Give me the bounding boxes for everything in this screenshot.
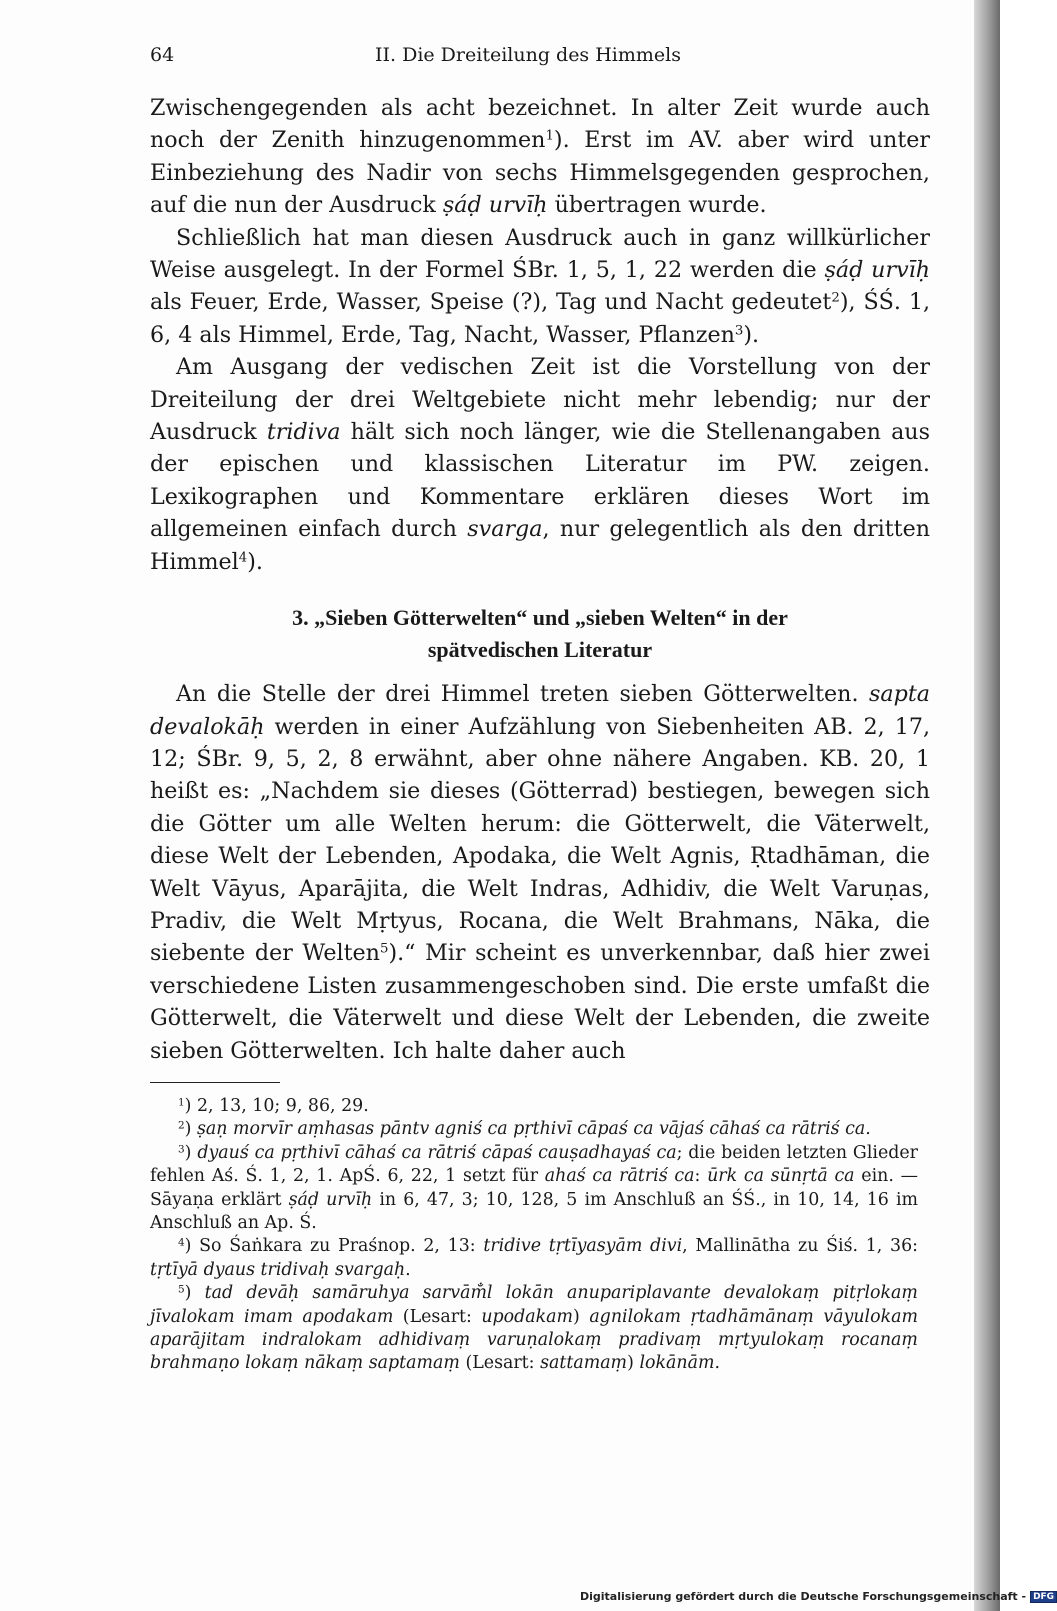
text-run: ). [247, 548, 263, 575]
footnote-ref[interactable]: 5 [379, 942, 389, 958]
section-heading-line: 3. „Sieben Götterwelten“ und „sieben Welten“ in der [292, 605, 788, 631]
footnote-text: ) [184, 1119, 197, 1140]
footnote-text: , Mallinātha zu Śiś. 1, 36: [682, 1236, 918, 1257]
footnote-ref[interactable]: 1 [545, 129, 554, 145]
footnote-text: (Lesart: [459, 1353, 541, 1374]
footnote-text: (Lesart: [393, 1306, 482, 1327]
footnote [150, 1282, 918, 1376]
text-run: werden in einer Aufzählung von Siebenheiten AB. 2, 17, 12; ŚBr. 9, 5, 2, 8 erwähnt, aber ohne nähere Angaben. KB. 20, 1 heißt es: „Nachdem sie dieses (Götterrad) bestiegen, bewegen sich die Götter um alle Welten herum: die Götterwelt, die Väterwelt, diese Welt der Lebenden, Apodaka, die Welt Agnis, Ṛtadhāman, die Welt Vāyus, Aparājita, die Welt Indras, Adhidiv, die Welt Varuṇas, Pradiv, die Welt Mṛtyus, Rocana, die Welt Brahmans, Nāka, die siebente der Welten [150, 713, 930, 967]
footnote-text: ) [184, 1283, 205, 1304]
text-run: ), ŚŚ. 1, 6, 4 als Himmel, Erde, Tag, Nacht, Wasser, Pflanzen [150, 289, 930, 348]
footnote-text: . [405, 1259, 411, 1280]
sanskrit-quote: ūrk ca sūnṛtā ca [707, 1166, 855, 1187]
footnote-text: . [714, 1353, 720, 1374]
digitization-footer [580, 1590, 1055, 1608]
footnote-number: 4 [178, 1236, 185, 1249]
footnote-text: ) [184, 1142, 198, 1163]
text-run: , nur gelegentlich als den dritten Himmel [150, 516, 930, 575]
text-run: als Feuer, Erde, Wasser, Speise (?), Tag und Nacht gedeutet [150, 289, 832, 316]
paragraph [150, 222, 930, 352]
text-run: ).“ Mir scheint es unverkennbar, daß hier zwei verschiedene Listen zusammengeschoben sind. Die erste umfaßt die Götterwelt, die Väterwelt und diese Welt der Lebenden, die zweite sieben Götterwelten. Ich halte daher auch [150, 940, 930, 1064]
footnote-divider [150, 1082, 280, 1083]
footnote-text: : [694, 1166, 708, 1187]
dfg-logo-icon[interactable]: DFG [1030, 1591, 1057, 1603]
text-run: Zwischengegenden als acht bezeichnet. In alter Zeit wurde auch noch der Zenith hinzugenommen [150, 95, 930, 154]
footnote-text: ) 2, 13, 10; 9, 86, 29. [184, 1096, 369, 1116]
sanskrit-term: sapta devalokāḥ [150, 681, 930, 740]
footnote [150, 1142, 918, 1236]
sanskrit-quote: ahaś ca rātriś ca [544, 1166, 695, 1187]
text-run: übertragen wurde. [547, 192, 767, 219]
footnote-text: ) [573, 1306, 590, 1327]
page-number: 64 [150, 44, 175, 66]
text-run: hält sich noch länger, wie die Stellenangaben aus der epischen und klassischen Literatur im PW. zeigen. Lexikographen und Kommentare erklären dieses Wort im allgemeinen einfach durch [150, 419, 930, 543]
sanskrit-quote: ṣaṇ morvīr aṃhasas pāntv agniś ca pṛthivī cāpaś ca vājaś cāhaś ca rātriś ca. [196, 1119, 871, 1140]
paragraph [150, 92, 930, 222]
sanskrit-quote: upodakam [481, 1306, 574, 1327]
footnote [150, 1118, 918, 1141]
text-run: Am Ausgang der vedischen Zeit ist die Vorstellung von der Dreiteilung der drei Weltgebiete nicht mehr lebendig; nur der Ausdruck [150, 354, 930, 446]
footnote-text: So Śaṅkara zu Praśnop. 2, 13: [199, 1236, 484, 1257]
running-title: II. Die Dreiteilung des Himmels [375, 44, 681, 66]
sanskrit-quote: tṛtīyā dyaus tridivaḥ svargaḥ [150, 1259, 406, 1280]
sanskrit-term: svarga [467, 516, 543, 543]
footnotes [150, 1095, 918, 1376]
digitization-note: Digitalisierung gefördert durch die Deutsche Forschungsgemeinschaft - [580, 1590, 1027, 1603]
sanskrit-quote: dyauś ca pṛthivī cāhaś ca rātriś cāpaś cauṣadhayaś ca [197, 1142, 677, 1163]
paragraph [150, 351, 930, 578]
footnote [150, 1095, 918, 1118]
paragraph [150, 678, 930, 1067]
sanskrit-term: tridiva [266, 419, 341, 446]
text-run: ). [743, 321, 760, 348]
sanskrit-quote: sattamaṃ [540, 1353, 628, 1374]
sanskrit-term: ṣáḍ urvīḥ [442, 192, 548, 219]
footnote-text: ) [627, 1353, 640, 1374]
footnote-number: 2 [178, 1119, 185, 1132]
footnote-text: ) [184, 1236, 200, 1257]
footnote-text: in 6, 47, 3; 10, 128, 5 im Anschluß an ŚŚ., in 10, 14, 16 im Anschluß an Ap. Ś. [150, 1189, 919, 1234]
sanskrit-quote: ṣáḍ urvīḥ [288, 1189, 373, 1210]
footnote [150, 1235, 918, 1282]
footnote-number: 3 [178, 1143, 185, 1156]
footnote-text: ein. — Sāyaṇa erklärt [150, 1166, 918, 1210]
sanskrit-quote: agnilokam ṛtadhāmānaṃ vāyulokam aparājitam indralokam adhidivaṃ varuṇalokaṃ pradivaṃ mṛtyulokaṃ rocanaṃ brahmaṇo lokaṃ nākaṃ saptamaṃ [150, 1306, 918, 1374]
footnote-text: ; die beiden letzten Glieder fehlen Aś. Ś. 1, 2, 1. ApŚ. 6, 22, 1 setzt für [150, 1142, 918, 1187]
page-edge-shadow [974, 0, 1000, 1611]
sanskrit-term: ṣáḍ urvīḥ [824, 257, 930, 284]
footnote-ref[interactable]: 2 [831, 291, 840, 307]
page-header [150, 44, 910, 74]
sanskrit-quote: tad devāḥ samāruhya sarvām̐l lokān anupariplavante devalokaṃ pitṛlokaṃ jīvalokam imam apodakam [150, 1283, 918, 1327]
text-run: An die Stelle der drei Himmel treten sieben Götterwelten. [176, 681, 870, 708]
footnote-number: 1 [178, 1096, 185, 1109]
sanskrit-quote: lokānām [639, 1353, 715, 1374]
section-heading-line: spätvedischen Literatur [427, 637, 653, 663]
footnote-ref[interactable]: 4 [238, 550, 248, 566]
main-text [150, 92, 930, 1067]
sanskrit-quote: tridive tṛtīyasyām divi [483, 1236, 683, 1257]
footnote-number: 5 [178, 1283, 185, 1296]
text-run: Schließlich hat man diesen Ausdruck auch in ganz willkürlicher Weise ausgelegt. In der Formel ŚBr. 1, 5, 1, 22 werden die [150, 224, 930, 284]
footnote-ref[interactable]: 3 [734, 323, 744, 339]
section-heading [150, 602, 930, 666]
text-run: ). Erst im AV. aber wird unter Einbeziehung des Nadir von sechs Himmelsgegenden gesprochen, auf die nun der Ausdruck [150, 127, 930, 219]
